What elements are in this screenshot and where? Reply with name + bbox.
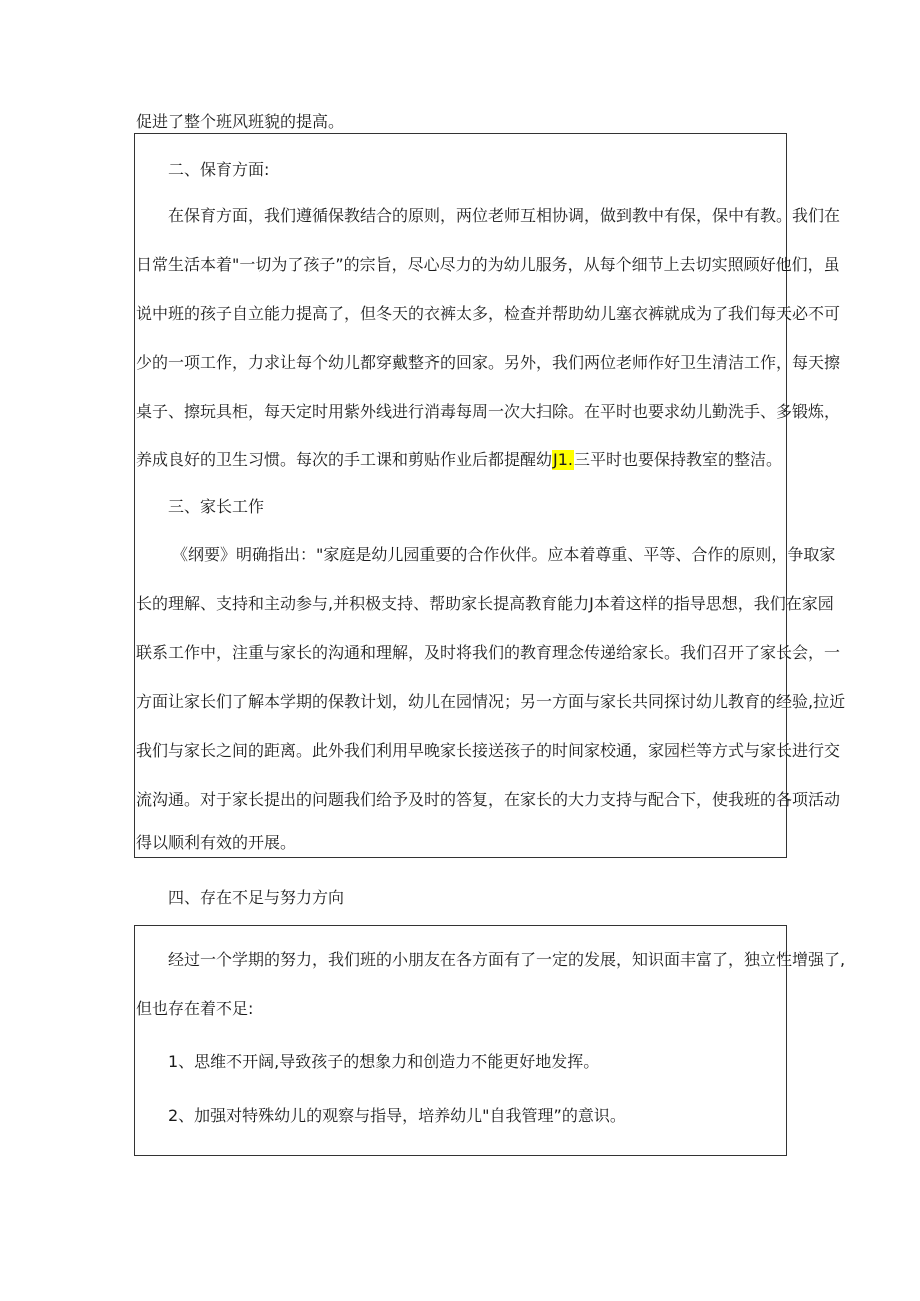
list-item: 1、思维不开阔,导致孩子的想象力和创造力不能更好地发挥。 (168, 1052, 600, 1071)
paragraph-line: 长的理解、支持和主动参与,并积极支持、帮助家长提高教育能力J本着这样的指导思想，我们在家园 (136, 594, 834, 613)
text-before-highlight: 养成良好的卫生习惯。每次的手工课和剪贴作业后都提醒幼 (136, 450, 553, 469)
paragraph-line: 联系工作中，注重与家长的沟通和理解，及时将我们的教育理念传递给家长。我们召开了家长会，一 (136, 643, 841, 662)
paragraph-line: 日常生活本着"一切为了孩子”的宗旨，尽心尽力的为幼儿服务，从每个细节上去切实照顾好他们，虽 (136, 255, 840, 274)
paragraph-line: 方面让家长们了解本学期的保教计划，幼儿在园情况；另一方面与家长共同探讨幼儿教育的经验,拉近 (136, 692, 846, 711)
paragraph-line: 桌子、擦玩具柜，每天定时用紫外线进行消毒每周一次大扫除。在平时也要求幼儿勤洗手、多锻炼， (136, 402, 841, 421)
section-heading-parents: 三、家长工作 (168, 497, 265, 516)
paragraph-line-highlighted (136, 450, 782, 470)
paragraph-line: 少的一项工作，力求让每个幼儿都穿戴整齐的回家。另外，我们两位老师作好卫生清洁工作，每天擦 (136, 353, 841, 372)
paragraph-line: 经过一个学期的努力，我们班的小朋友在各方面有了一定的发展，知识面丰富了，独立性增强了, (168, 950, 846, 969)
paragraph-line: 我们与家长之间的距离。此外我们利用早晚家长接送孩子的时间家校通，家园栏等方式与家长进行交 (136, 741, 841, 760)
section-heading-shortcomings: 四、存在不足与努力方向 (168, 888, 345, 907)
section-heading-care: 二、保育方面: (168, 160, 270, 179)
paragraph-line: 流沟通。对于家长提出的问题我们给予及时的答复，在家长的大力支持与配合下，使我班的各项活动 (136, 790, 841, 809)
text-after-highlight: 三平时也要保持教室的整洁。 (574, 450, 783, 469)
paragraph-line: 但也存在着不足: (136, 999, 254, 1018)
paragraph-line: 得以顺利有效的开展。 (136, 833, 297, 852)
highlighted-text: J1. (553, 450, 573, 469)
paragraph-line: 《纲要》明确指出："家庭是幼儿园重要的合作伙伴。应本着尊重、平等、合作的原则，争取家 (172, 545, 836, 564)
paragraph-line: 在保育方面，我们遵循保教结合的原则，两位老师互相协调，做到教中有保，保中有教。我们在 (168, 206, 841, 225)
list-item: 2、加强对特殊幼儿的观察与指导，培养幼儿"自我管理”的意识。 (168, 1106, 626, 1125)
intro-line: 促进了整个班风班貌的提高。 (136, 112, 345, 131)
paragraph-line: 说中班的孩子自立能力提高了，但冬天的衣裤太多，检查并帮助幼儿塞衣裤就成为了我们每天必不可 (136, 304, 841, 323)
